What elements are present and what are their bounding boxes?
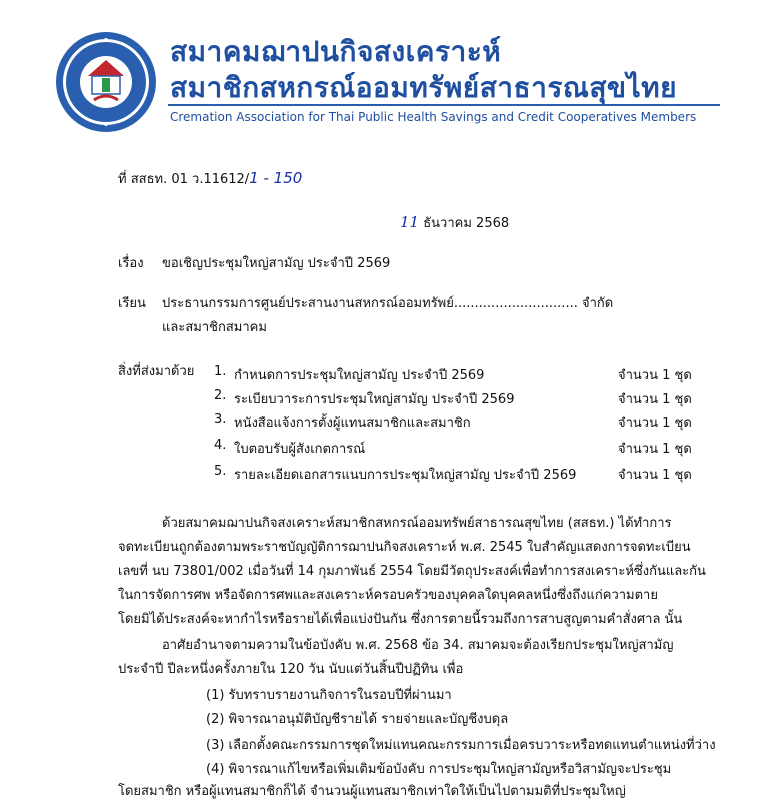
- reference-handwritten: 1 - 150: [249, 169, 303, 187]
- header-divider: [168, 104, 720, 106]
- body-line: ด้วยสมาคมฌาปนกิจสงเคราะห์สมาชิกสหกรณ์ออมทรัพย์สาธารณสุขไทย (สสธท.) ได้ทำการ: [162, 516, 672, 531]
- date-month-year: ธันวาคม 2568: [423, 216, 510, 231]
- to-label: เรียน: [118, 296, 146, 311]
- reference-printed: ที่ สสธท. 01 ว.11612/: [118, 172, 250, 187]
- agenda-item: (2) พิจารณาอนุมัติบัญชีรายได้ รายจ่ายและบัญชีงบดุล: [206, 712, 509, 727]
- enclosures-label: สิ่งที่ส่งมาด้วย: [118, 364, 195, 379]
- reference-number: [118, 170, 302, 188]
- subject-label: เรื่อง: [118, 256, 144, 271]
- association-seal-icon: [54, 30, 158, 134]
- to-line2: และสมาชิกสมาคม: [162, 320, 267, 335]
- agenda-item: (4) พิจารณาแก้ไขหรือเพิ่มเติมข้อบังคับ การประชุมใหญ่สามัญหรือวิสามัญจะประชุม: [206, 762, 672, 777]
- body-line: ประจำปี ปีละหนึ่งครั้งภายใน 120 วัน นับแต่วันสิ้นปีปฏิทิน เพื่อ: [118, 662, 464, 677]
- subject-text: ขอเชิญประชุมใหญ่สามัญ ประจำปี 2569: [162, 256, 391, 271]
- org-name-english: Cremation Association for Thai Public Health Savings and Credit Cooperatives Members: [170, 110, 697, 124]
- body-line: อาศัยอำนาจตามความในข้อบังคับ พ.ศ. 2568 ข้อ 34. สมาคมจะต้องเรียกประชุมใหญ่สามัญ: [162, 638, 674, 653]
- org-name-thai-line2: สมาชิกสหกรณ์ออมทรัพย์สาธารณสุขไทย: [170, 71, 678, 104]
- body-line: จดทะเบียนถูกต้องตามพระราชบัญญัติการฌาปนกิจสงเคราะห์ พ.ศ. 2545 ใบสำคัญแสดงการจดทะเบียน: [118, 540, 691, 555]
- letter-date: [400, 214, 509, 232]
- letter-page: สมาคมฌาปนกิจสงเคราะห์ สมาชิกสหกรณ์ออมทรัพย์สาธารณสุขไทย Cremation Association for Thai Public Health Savings and Credit Cooperatives Members ที่ สสธท. 01 ว.11612/1 - 150 11 ธันวาคม 2568 เรื่อง ขอเชิญประชุมใหญ่สามัญ ประจำปี 2569 เรียน ประธานกรรมการศูนย์ประสานงานสหกรณ์ออมทรัพย์.............................. จำกัด และสมาชิกสมาคม สิ่งที่ส่งมาด้วย 1. กำหนดการประชุมใหญ่สามัญ ประจำปี 2569 จำนวน 1 ชุด 2. ระเบียบวาระการประชุมใหญ่สามัญ ประจำปี 2569 จำนวน 1 ชุด 3. หนังสือแจ้งการตั้งผู้แทนสมาชิกและสมาชิก จำนวน 1 ชุด 4. ใบตอบรับผู้สังเกตการณ์ จำนวน 1 ชุด 5. รายละเอียดเอกสารแนบการประชุมใหญ่สามัญ ประจำปี 2569 จำนวน 1 ชุด ด้วยสมาคมฌาปนกิจสงเคราะห์สมาชิกสหกรณ์ออมทรัพย์สาธารณสุขไทย (สสธท.) ได้ทำการ จดทะเบียนถูกต้องตามพระราชบัญญัติการฌาปนกิจสงเคราะห์ พ.ศ. 2545 ใบสำคัญแสดงการจดทะเบียน เลขที่ นบ 73801/002 เมื่อวันที่ 14 กุมภาพันธ์ 2554 โดยมีวัตถุประสงค์เพื่อทำการสงเคราะห์ซึ่งกันและกัน ในการจัดการศพ หรือจัดการศพและสงเคราะห์ครอบครัวของบุคคลใดบุคคลหนึ่งซึ่งถึงแก่ความตาย โดยมิได้ประสงค์จะหากำไรหรือรายได้เพื่อแบ่งปันกัน ซึ่งการตายนี้รวมถึงการสาบสูญตามคำสั่งศาล นั้น อาศัยอำนาจตามความในข้อบังคับ พ.ศ. 2568 ข้อ 34. สมาคมจะต้องเรียกประชุมใหญ่สามัญ ประจำปี ปีละหนึ่งครั้งภายใน 120 วัน นับแต่วันสิ้นปีปฏิทิน เพื่อ (1) รับทราบรายงานกิจการในรอบปีที่ผ่านมา (2) พิจารณาอนุมัติบัญชีรายได้ รายจ่ายและบัญชีงบดุล (3) เลือกตั้งคณะกรรมการชุดใหม่แทนคณะกรรมการเมื่อครบวาระหรือทดแทนตำแหน่งที่ว่าง (4) พิจารณาแก้ไขหรือเพิ่มเติมข้อบังคับ การประชุมใหญ่สามัญหรือวิสามัญจะประชุม โดยสมาชิก หรือผู้แทนสมาชิกก็ได้ จำนวนผู้แทนสมาชิกเท่าใดให้เป็นไปตามมติที่ประชุมใหญ่: [0, 0, 768, 800]
- date-day-handwritten: 11: [400, 213, 420, 231]
- agenda-item: (3) เลือกตั้งคณะกรรมการชุดใหม่แทนคณะกรรมการเมื่อครบวาระหรือทดแทนตำแหน่งที่ว่าง: [206, 738, 716, 753]
- agenda-item: (1) รับทราบรายงานกิจการในรอบปีที่ผ่านมา: [206, 688, 452, 703]
- body-line: โดยมิได้ประสงค์จะหากำไรหรือรายได้เพื่อแบ่งปันกัน ซึ่งการตายนี้รวมถึงการสาบสูญตามคำสั่งศาล นั้น: [118, 612, 683, 627]
- to-line1: ประธานกรรมการศูนย์ประสานงานสหกรณ์ออมทรัพย์.............................. จำกัด: [162, 296, 614, 311]
- org-name-thai-line1: สมาคมฌาปนกิจสงเคราะห์: [170, 35, 502, 68]
- body-last-line: โดยสมาชิก หรือผู้แทนสมาชิกก็ได้ จำนวนผู้แทนสมาชิกเท่าใดให้เป็นไปตามมติที่ประชุมใหญ่: [118, 784, 626, 799]
- body-line: ในการจัดการศพ หรือจัดการศพและสงเคราะห์ครอบครัวของบุคคลใดบุคคลหนึ่งซึ่งถึงแก่ความตาย: [118, 588, 658, 603]
- body-line: เลขที่ นบ 73801/002 เมื่อวันที่ 14 กุมภาพันธ์ 2554 โดยมีวัตถุประสงค์เพื่อทำการสงเคราะห์ซึ่งกันและกัน: [118, 564, 706, 579]
